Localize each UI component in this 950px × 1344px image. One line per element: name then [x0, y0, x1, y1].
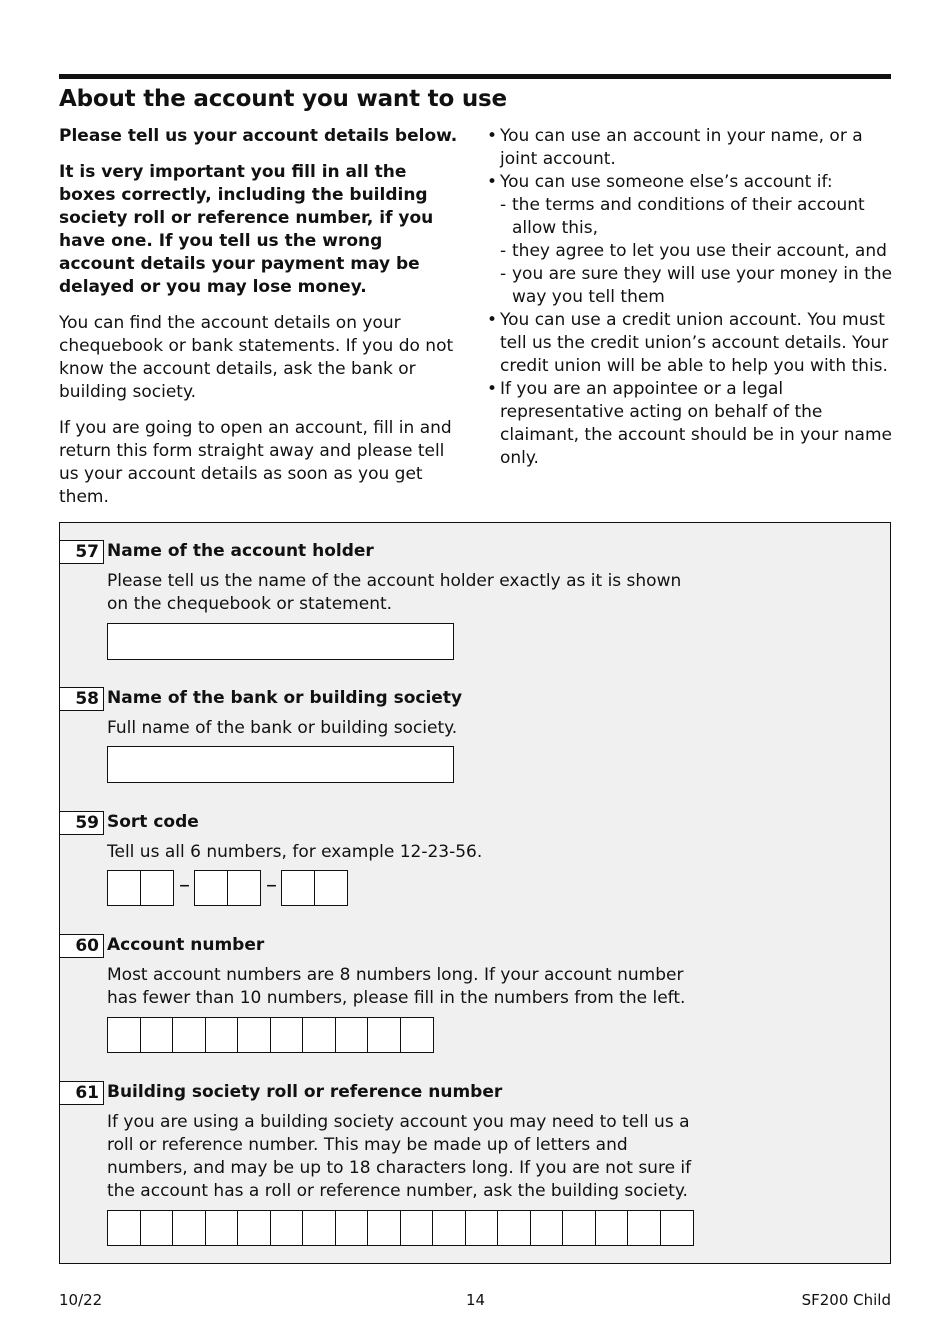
- roll-number-char-box[interactable]: [237, 1210, 271, 1246]
- sort-code-separator: –: [179, 873, 190, 898]
- question-title: Account number: [107, 935, 265, 955]
- rule-credit-union: • You can use a credit union account. You must tell us the credit union’s account details. Your credit union will be able to help you with this.: [484, 309, 894, 378]
- account-details-panel: [59, 522, 891, 1264]
- roll-number-char-box[interactable]: [140, 1210, 174, 1246]
- condition-item: - you are sure they will use your money in the way you tell them: [500, 263, 894, 309]
- sort-code-boxes: [107, 870, 348, 906]
- rules-column: [484, 125, 894, 470]
- page-title: About the account you want to use: [59, 86, 507, 112]
- sort-code-digit-box[interactable]: [314, 870, 348, 906]
- condition-item: - they agree to let you use their account, and: [500, 240, 894, 263]
- account-number-boxes: [107, 1017, 434, 1053]
- sort-code-digit-box[interactable]: [281, 870, 315, 906]
- question-number: 61: [59, 1081, 104, 1105]
- roll-number-char-box[interactable]: [335, 1210, 369, 1246]
- roll-number-char-box[interactable]: [107, 1210, 141, 1246]
- sort-code-digit-box[interactable]: [227, 870, 261, 906]
- bank-name-input[interactable]: [107, 746, 454, 783]
- account-number-digit-box[interactable]: [107, 1017, 141, 1053]
- roll-number-char-box[interactable]: [627, 1210, 661, 1246]
- question-number: 60: [59, 934, 104, 958]
- rule-own-account: • You can use an account in your name, or a joint account.: [484, 125, 894, 171]
- question-help: Please tell us the name of the account holder exactly as it is shown on the chequebook or statement.: [107, 571, 682, 614]
- condition-item: - the terms and conditions of their account allow this,: [500, 194, 894, 240]
- rule-someone-else: [484, 171, 894, 309]
- question-number: 57: [59, 540, 104, 564]
- footer-form-code: SF200 Child: [801, 1291, 891, 1309]
- question-number: 59: [59, 811, 104, 835]
- intro-lead: Please tell us your account details below.: [59, 126, 458, 146]
- question-help: Most account numbers are 8 numbers long. If your account number has fewer than 10 numbers, please fill in the numbers from the left.: [107, 965, 686, 1008]
- footer-page-number: 14: [466, 1291, 486, 1309]
- account-number-digit-box[interactable]: [237, 1017, 271, 1053]
- top-rule: [59, 74, 891, 79]
- sort-code-separator: –: [266, 873, 277, 898]
- account-number-digit-box[interactable]: [140, 1017, 174, 1053]
- roll-number-char-box[interactable]: [432, 1210, 466, 1246]
- account-holder-name-input[interactable]: [107, 623, 454, 660]
- question-title: Sort code: [107, 812, 199, 832]
- question-title: Name of the bank or building society: [107, 688, 463, 708]
- sort-code-digit-box[interactable]: [140, 870, 174, 906]
- roll-number-boxes: [107, 1210, 694, 1246]
- account-number-digit-box[interactable]: [205, 1017, 239, 1053]
- roll-number-char-box[interactable]: [660, 1210, 694, 1246]
- sort-code-digit-box[interactable]: [107, 870, 141, 906]
- account-number-digit-box[interactable]: [335, 1017, 369, 1053]
- question-title: Building society roll or reference number: [107, 1082, 503, 1102]
- intro-opening: If you are going to open an account, fill in and return this form straight away and please tell us your account details as soon as you get them.: [59, 418, 452, 507]
- roll-number-char-box[interactable]: [400, 1210, 434, 1246]
- footer-date: 10/22: [59, 1291, 103, 1309]
- question-help: If you are using a building society account you may need to tell us a roll or reference number. This may be made up of letters and numbers, and may be up to 18 characters long. If you are not sure if the account has a roll or reference number, ask the building society.: [107, 1112, 692, 1201]
- roll-number-char-box[interactable]: [497, 1210, 531, 1246]
- question-help: Full name of the bank or building society.: [107, 718, 458, 738]
- rule-someone-else-text: You can use someone else’s account if:: [500, 172, 833, 192]
- account-number-digit-box[interactable]: [172, 1017, 206, 1053]
- roll-number-char-box[interactable]: [172, 1210, 206, 1246]
- rule-appointee: • If you are an appointee or a legal representative acting on behalf of the claimant, the account should be in your name only.: [484, 378, 894, 470]
- intro-find-details: You can find the account details on your chequebook or bank statements. If you do not know the account details, ask the bank or building society.: [59, 313, 454, 402]
- roll-number-char-box[interactable]: [530, 1210, 564, 1246]
- question-number: 58: [59, 687, 104, 711]
- roll-number-char-box[interactable]: [367, 1210, 401, 1246]
- roll-number-char-box[interactable]: [270, 1210, 304, 1246]
- sort-code-digit-box[interactable]: [194, 870, 228, 906]
- roll-number-char-box[interactable]: [465, 1210, 499, 1246]
- rules-list: [484, 125, 894, 470]
- roll-number-char-box[interactable]: [205, 1210, 239, 1246]
- account-number-digit-box[interactable]: [270, 1017, 304, 1053]
- intro-warning: It is very important you fill in all the boxes correctly, including the building society roll or reference number, if you have one. If you tell us the wrong account details your payment may be delayed or you may lose money.: [59, 162, 434, 297]
- account-number-digit-box[interactable]: [400, 1017, 434, 1053]
- account-number-digit-box[interactable]: [302, 1017, 336, 1053]
- conditions-list: [500, 194, 894, 309]
- account-number-digit-box[interactable]: [367, 1017, 401, 1053]
- roll-number-char-box[interactable]: [302, 1210, 336, 1246]
- question-title: Name of the account holder: [107, 541, 374, 561]
- intro-column: [59, 125, 459, 522]
- question-help: Tell us all 6 numbers, for example 12-23-56.: [107, 842, 483, 862]
- roll-number-char-box[interactable]: [562, 1210, 596, 1246]
- roll-number-char-box[interactable]: [595, 1210, 629, 1246]
